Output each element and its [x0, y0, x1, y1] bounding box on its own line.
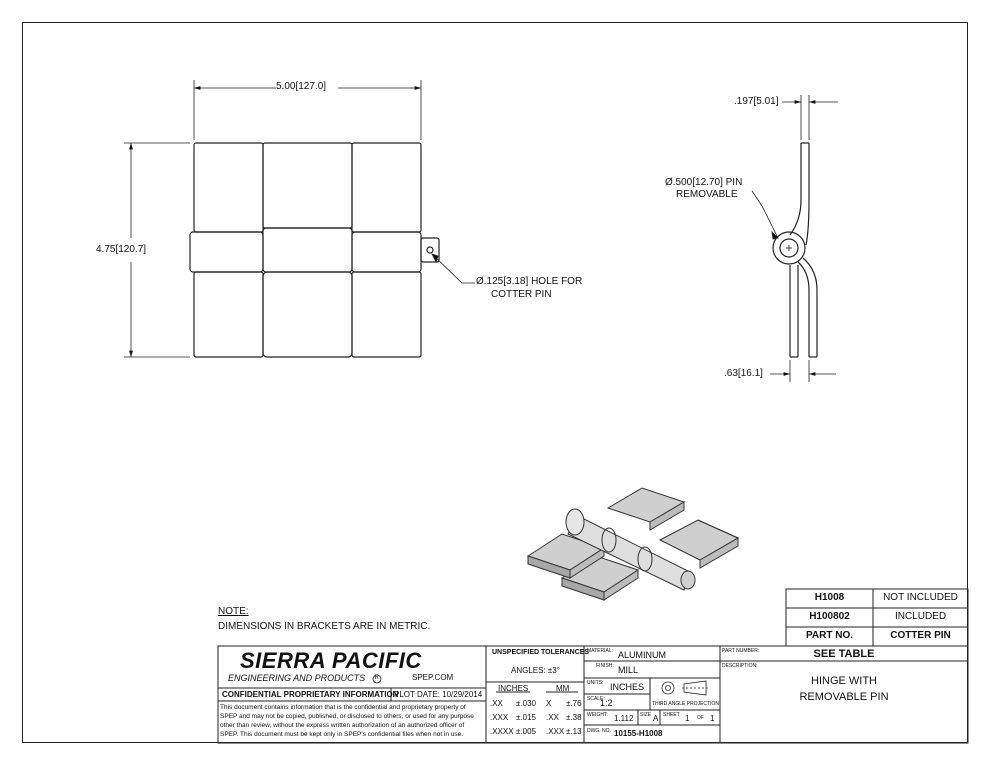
part-table-row1-cotter: NOT INCLUDED: [883, 592, 958, 603]
company-name: SIERRA PACIFIC: [240, 648, 422, 673]
units-label: UNITS:: [587, 680, 604, 686]
size-label: SIZE: [640, 712, 652, 718]
iso-leaf-right-front: [660, 520, 738, 560]
front-leaf-bottom-left: [194, 272, 263, 357]
pin-callout-line2: REMOVABLE: [676, 189, 738, 200]
cotter-hole-callout-line2: COTTER PIN: [491, 289, 552, 300]
height-dimension: 4.75[120.7]: [96, 244, 147, 255]
front-knuckle-center: [263, 228, 352, 272]
front-leaf-top-left: [194, 143, 263, 232]
finish-label: FINISH:: [596, 663, 614, 669]
plot-date: PLOT DATE: 10/29/2014: [394, 690, 483, 699]
company-website: SPEP.COM: [412, 673, 454, 682]
front-knuckle-left: [190, 232, 263, 272]
note-heading: NOTE:: [218, 606, 249, 617]
of-label: OF: [697, 715, 704, 721]
front-view: [190, 143, 439, 357]
inches-label: INCHES: [498, 684, 529, 693]
pin-callout: Ø.500[12.70] PIN: [665, 177, 743, 188]
width-dimension: 5.00[127.0]: [276, 81, 327, 92]
confidential-text: This document contains information that is the confidential and proprietary property of SPEP and may not be copied, published, or disclosed to others, or used for any purpose other than review, without the express written authorization of an authorized officer of SPEP. This document must be kept only in SPEP's confidential files when not in use.: [220, 704, 474, 738]
description-line2: REMOVABLE PIN: [799, 691, 889, 703]
part-table-row2-cotter: INCLUDED: [894, 611, 947, 622]
description-line1: HINGE WITH: [811, 675, 877, 687]
finish-value: MILL: [618, 665, 639, 675]
sheet-label: SHEET: [663, 712, 680, 718]
side-leaf-lower: [798, 258, 817, 357]
angles-tolerance: ANGLES: ±3°: [511, 666, 560, 675]
front-leaf-bottom-center: [263, 272, 352, 357]
part-table-row1-part: H1008: [814, 592, 845, 603]
material-label: MATERIAL:: [587, 648, 614, 654]
side-view: [773, 143, 817, 357]
front-leaf-top-center: [263, 143, 352, 228]
side-dimensions: [752, 95, 838, 382]
sheet-value: 1: [685, 714, 690, 723]
units-value: INCHES: [610, 682, 645, 692]
part-table-row2-part: H100802: [809, 611, 850, 622]
size-value: A: [653, 714, 659, 723]
part-table-header-cotter: COTTER PIN: [890, 630, 951, 641]
partnumber-value: SEE TABLE: [813, 648, 875, 660]
material-value: ALUMINUM: [618, 650, 667, 660]
scale-label: SCALE:: [587, 696, 605, 702]
partnumber-label: PART NUMBER:: [722, 648, 760, 654]
front-dimensions: [124, 80, 475, 357]
third-angle-projection-icon: [662, 681, 708, 695]
gap-dimension: .63[16.1]: [724, 368, 763, 379]
company-subtitle: ENGINEERING AND PRODUCTS: [228, 673, 366, 683]
front-leaf-top-right: [352, 143, 421, 232]
weight-value: 1.112: [614, 714, 634, 723]
tolerance-rows: .XX ±.030 X ±.76 .XXX ±.015 .XX ±.38 .XXXX ±.005 .XXX ±.13: [490, 699, 582, 736]
scale-value: 1:2: [600, 698, 613, 708]
front-knuckle-right: [352, 232, 421, 272]
projection-label: THIRD ANGLE PROJECTION: [652, 701, 719, 707]
part-table-header-part: PART NO.: [805, 630, 854, 641]
note-text: DIMENSIONS IN BRACKETS ARE IN METRIC.: [218, 621, 431, 632]
tolerances-heading: UNSPECIFIED TOLERANCES: [492, 649, 590, 656]
iso-pin-head: [566, 509, 584, 535]
iso-pin-end: [681, 571, 695, 589]
mm-label: MM: [556, 684, 570, 693]
weight-label: WEIGHT:: [587, 712, 608, 718]
side-leaf-upper: [790, 143, 809, 245]
confidential-heading: CONFIDENTIAL PROPRIETARY INFORMATION: [222, 690, 399, 699]
isometric-view: [528, 488, 738, 600]
dwg-number: 10155-H1008: [614, 729, 663, 738]
front-cotter-hole: [427, 247, 433, 253]
sheet-total: 1: [710, 714, 715, 723]
cotter-hole-callout: Ø.125[3.18] HOLE FOR: [476, 276, 583, 287]
thickness-dimension: .197[5.01]: [734, 96, 779, 107]
front-leaf-bottom-right: [352, 272, 421, 357]
registered-mark: R: [374, 675, 379, 681]
dwg-label: DWG. NO.: [587, 728, 611, 734]
description-label: DESCRIPTION:: [722, 663, 758, 669]
